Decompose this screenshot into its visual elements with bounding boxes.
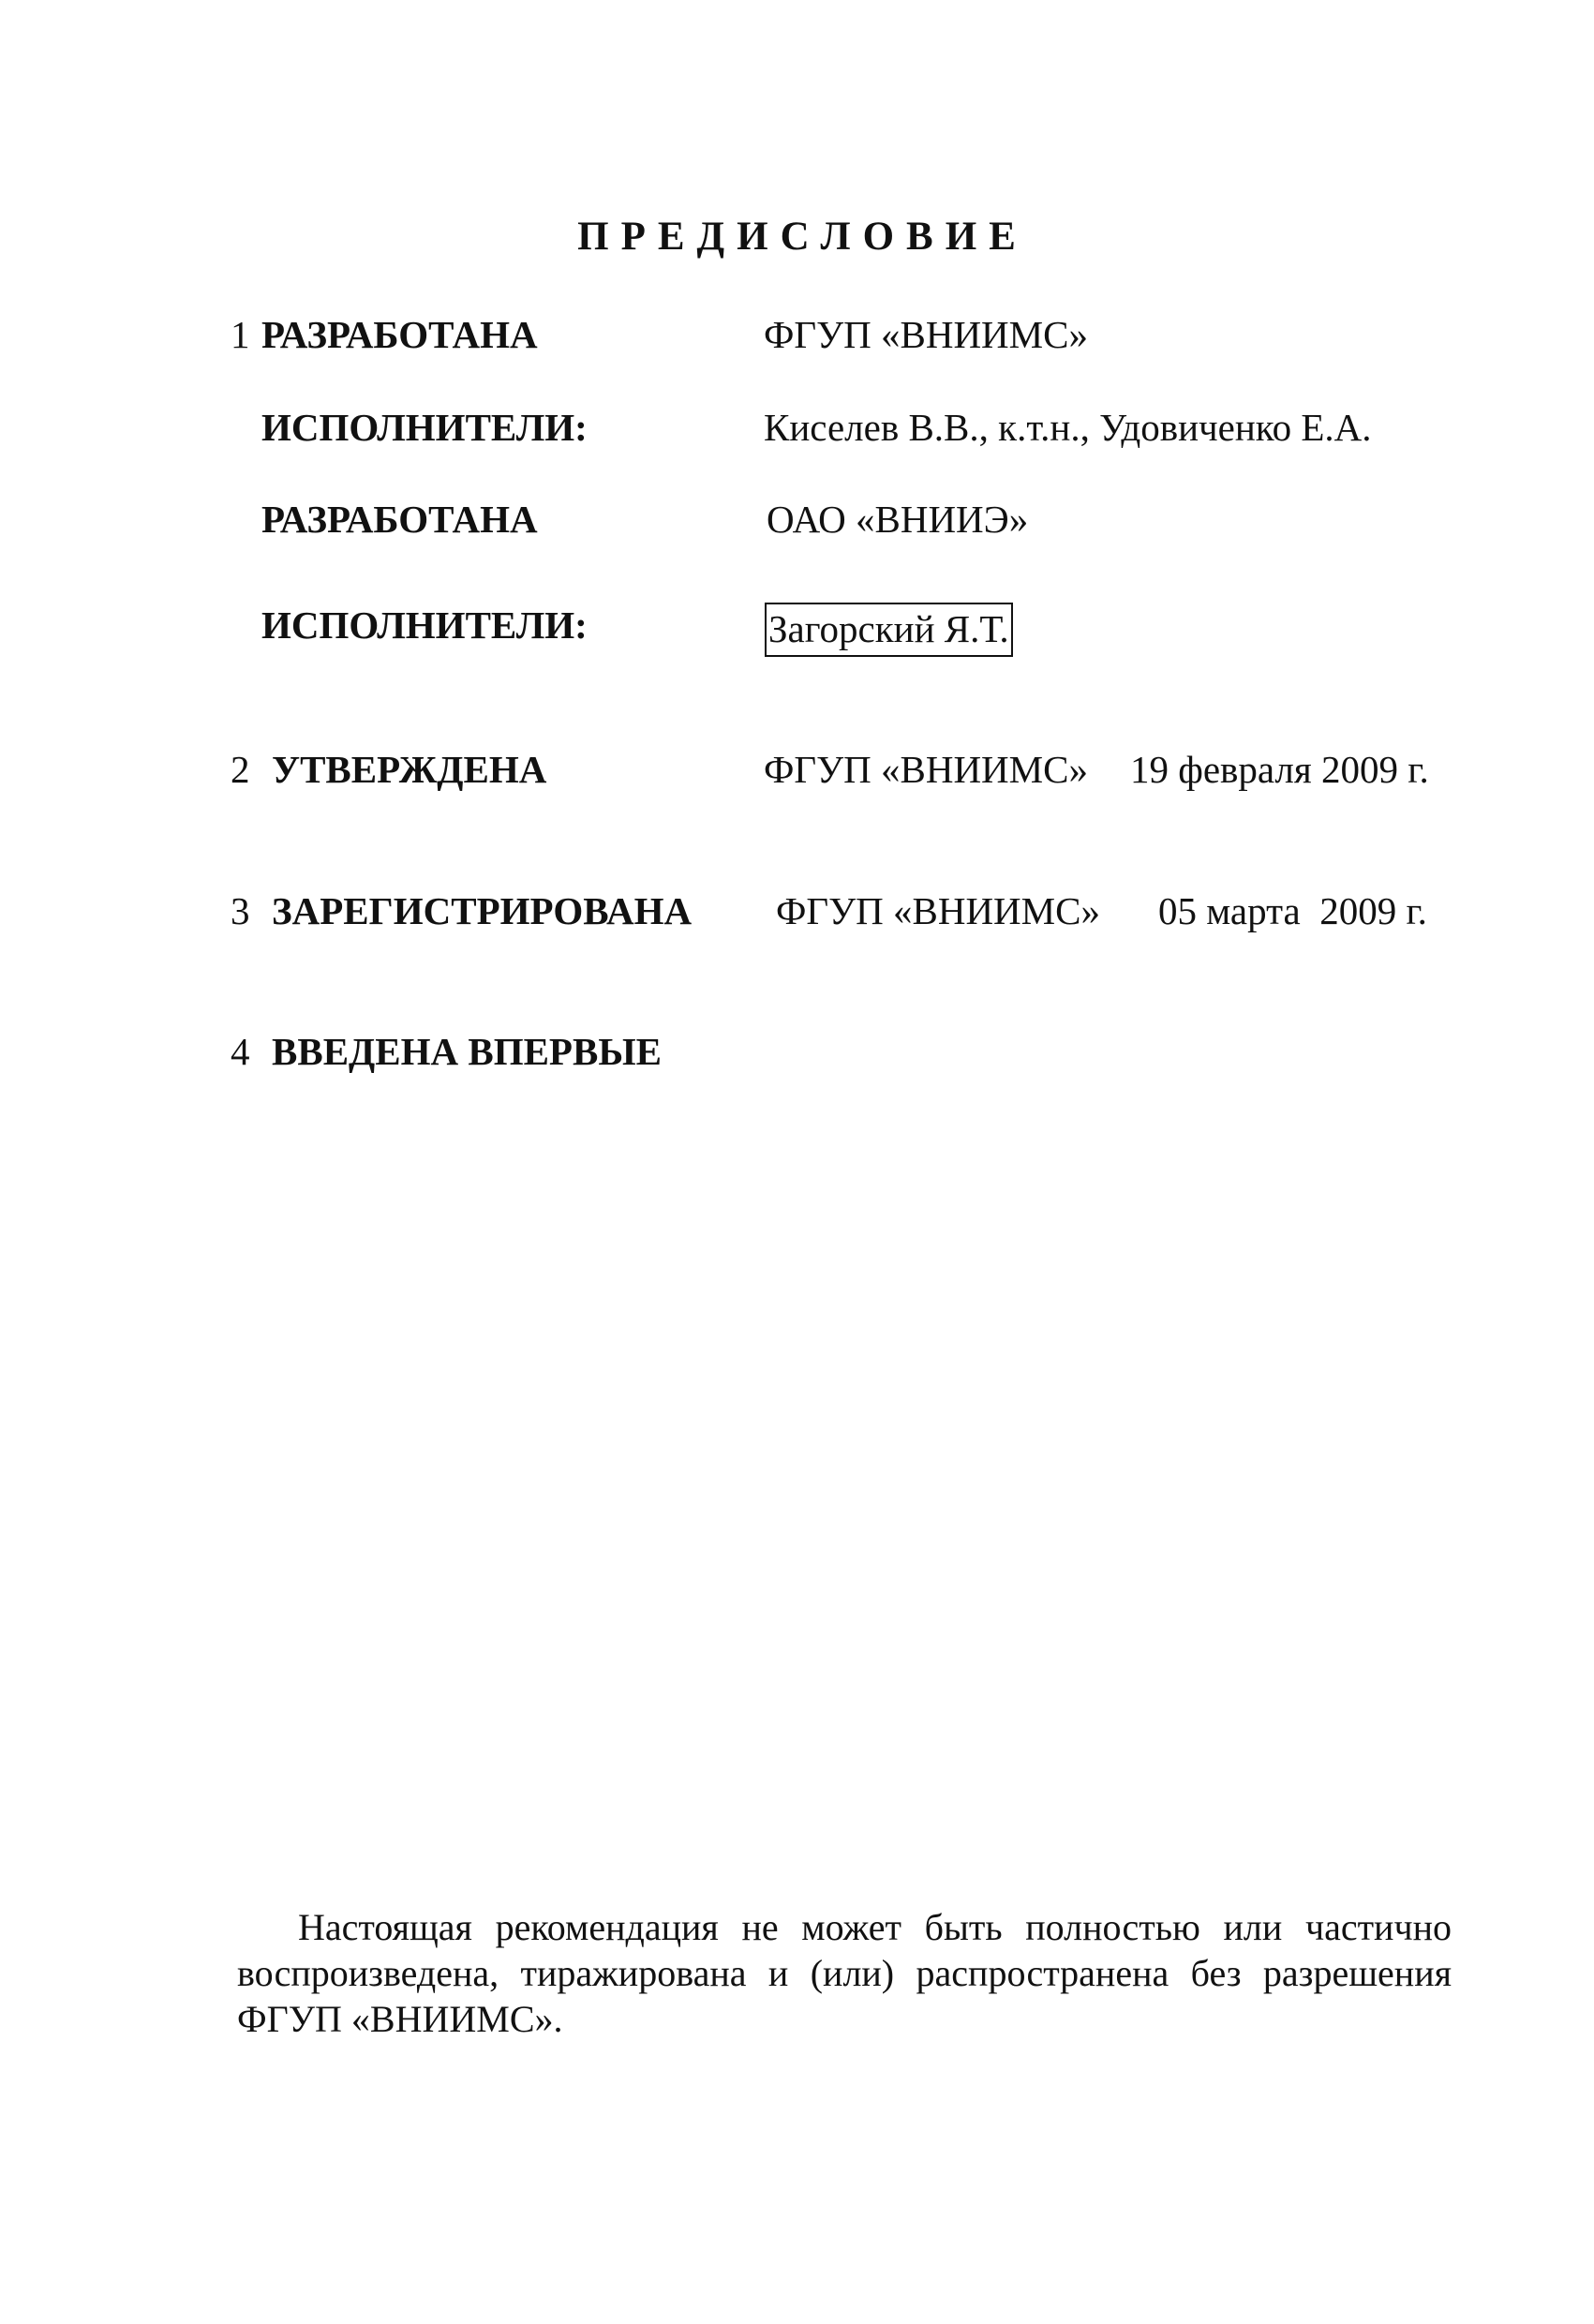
item-value: ОАО «ВНИИЭ» bbox=[767, 498, 1029, 541]
item-value: ФГУП «ВНИИМС» bbox=[776, 889, 1100, 932]
item-value-boxed: Загорский Я.Т. bbox=[765, 603, 1013, 657]
developed-by-row bbox=[0, 312, 1594, 368]
page-title: ПРЕДИСЛОВИЕ bbox=[577, 215, 1028, 259]
item-value: ФГУП «ВНИИМС» bbox=[764, 748, 1088, 791]
item-date: 19 февраля 2009 г. bbox=[1130, 748, 1429, 791]
item-label: ВВЕДЕНА ВПЕРВЫЕ bbox=[272, 1030, 662, 1073]
copyright-notice: Настоящая рекомендация не может быть полностью или частично воспроизведена, тиражирована и (или) распространена без разрешения ФГУП «ВНИИМС». bbox=[237, 1906, 1452, 2040]
item-number: 2 bbox=[231, 748, 250, 791]
item-label: ЗАРЕГИСТРИРОВАНА bbox=[272, 889, 693, 932]
registered-row bbox=[0, 888, 1594, 945]
performers-row-2 bbox=[0, 603, 1594, 659]
item-label: УТВЕРЖДЕНА bbox=[272, 748, 547, 791]
item-label: РАЗРАБОТАНА bbox=[261, 313, 538, 356]
developed-by-row-2 bbox=[0, 497, 1594, 553]
item-label: РАЗРАБОТАНА bbox=[261, 498, 538, 541]
item-label: ИСПОЛНИТЕЛИ: bbox=[261, 603, 588, 647]
item-number: 4 bbox=[231, 1030, 250, 1073]
performers-row bbox=[0, 405, 1594, 461]
item-value: ФГУП «ВНИИМС» bbox=[764, 313, 1088, 356]
item-number: 3 bbox=[231, 889, 250, 932]
item-label: ИСПОЛНИТЕЛИ: bbox=[261, 406, 588, 449]
item-date: 05 марта 2009 г. bbox=[1158, 889, 1427, 932]
item-number: 1 bbox=[231, 313, 250, 356]
introduced-row bbox=[0, 1029, 1594, 1085]
approved-row bbox=[0, 747, 1594, 803]
item-value: Киселев В.В., к.т.н., Удовиченко Е.А. bbox=[764, 406, 1372, 449]
